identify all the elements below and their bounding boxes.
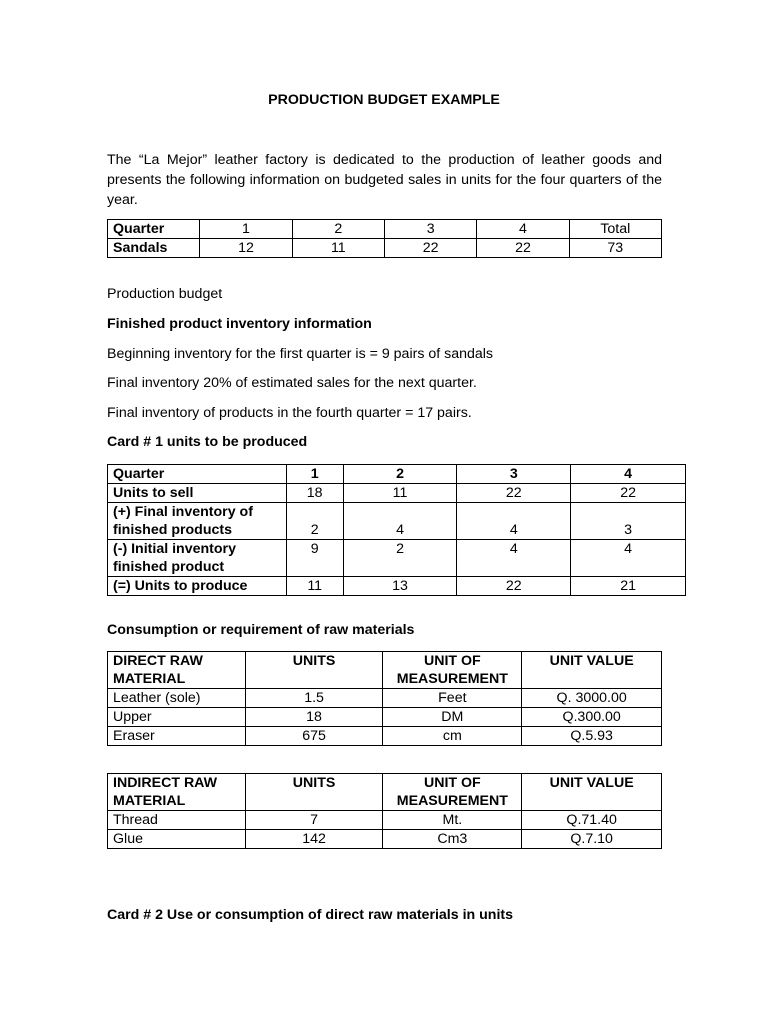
table-row (108, 811, 662, 830)
table-cell: 22 (384, 239, 476, 258)
table-row (108, 239, 662, 258)
raw-materials-heading: Consumption or requirement of raw materials (107, 622, 415, 638)
table-cell: 22 (457, 484, 571, 503)
table-cell: Leather (sole) (108, 689, 246, 708)
table-cell: 22 (571, 484, 686, 503)
page-title: PRODUCTION BUDGET EXAMPLE (268, 92, 500, 108)
table-cell: 11 (286, 577, 343, 596)
table-cell: 11 (292, 239, 384, 258)
table-cell: 2 (343, 465, 457, 484)
table-row (108, 689, 662, 708)
cell-line: MATERIAL (113, 671, 186, 687)
table-cell: 18 (286, 484, 343, 503)
table-cell: Glue (108, 830, 246, 849)
table-cell: 7 (245, 811, 383, 830)
table-cell: Feet (383, 689, 522, 708)
cell-line: (-) Initial inventory (113, 541, 236, 557)
table-cell: 4 (571, 540, 686, 577)
table-cell: Eraser (108, 727, 246, 746)
cell-line: finished products (113, 522, 233, 538)
cell-line: UNIT OF (423, 775, 481, 791)
table-cell: Total (569, 220, 661, 239)
table-row (108, 540, 686, 577)
table-row (108, 577, 686, 596)
table-cell: (=) Units to produce (108, 577, 287, 596)
table-cell: Q.71.40 (522, 811, 662, 830)
indirect-raw-material-table (107, 773, 662, 849)
table-cell: Quarter (108, 465, 287, 484)
table-row (108, 484, 686, 503)
table-cell: 21 (571, 577, 686, 596)
cell-line: UNIT OF (423, 653, 481, 669)
table-row (108, 220, 662, 239)
cell-line: DIRECT RAW (113, 653, 203, 669)
table-cell (383, 774, 522, 811)
table-cell: 73 (569, 239, 661, 258)
table-cell: Q.5.93 (522, 727, 662, 746)
table-cell: 18 (245, 708, 383, 727)
table-cell: Quarter (108, 220, 200, 239)
cell-line: MATERIAL (113, 793, 186, 809)
table-cell: 13 (343, 577, 457, 596)
table-cell: UNITS (245, 652, 383, 689)
table-cell (108, 652, 246, 689)
table-cell: 1.5 (245, 689, 383, 708)
cell-line: finished product (113, 559, 225, 575)
table-cell: 4 (457, 540, 571, 577)
table-cell: Units to sell (108, 484, 287, 503)
table-cell: Cm3 (383, 830, 522, 849)
table-cell: 1 (286, 465, 343, 484)
table-cell: 142 (245, 830, 383, 849)
table-row (108, 652, 662, 689)
final-inventory-q4-text: Final inventory of products in the fourth quarter = 17 pairs. (107, 405, 472, 421)
cell-line: INDIRECT RAW (113, 775, 218, 791)
table-cell: 9 (286, 540, 343, 577)
table-cell: 4 (477, 220, 569, 239)
sales-table (107, 219, 662, 258)
cell-line: (+) Final inventory of (113, 504, 253, 520)
table-cell: 2 (292, 220, 384, 239)
table-cell (108, 540, 287, 577)
table-cell (108, 503, 287, 540)
table-cell: 22 (477, 239, 569, 258)
card1-heading: Card # 1 units to be produced (107, 434, 308, 450)
table-cell: 4 (457, 503, 571, 540)
table-row (108, 503, 686, 540)
table-cell: 675 (245, 727, 383, 746)
table-cell: 1 (200, 220, 292, 239)
card1-table (107, 464, 686, 596)
table-cell: Sandals (108, 239, 200, 258)
table-cell: 2 (286, 503, 343, 540)
table-cell: Q.7.10 (522, 830, 662, 849)
table-row (108, 830, 662, 849)
table-cell (108, 774, 246, 811)
table-row (108, 774, 662, 811)
table-cell: 3 (571, 503, 686, 540)
table-cell: 4 (343, 503, 457, 540)
card2-heading: Card # 2 Use or consumption of direct raw materials in units (107, 907, 514, 923)
table-cell: 2 (343, 540, 457, 577)
table-cell: Thread (108, 811, 246, 830)
table-cell: UNITS (245, 774, 383, 811)
table-row (108, 727, 662, 746)
table-cell: UNIT VALUE (522, 652, 662, 689)
inventory-heading: Finished product inventory information (107, 316, 372, 332)
table-cell: DM (383, 708, 522, 727)
table-cell: UNIT VALUE (522, 774, 662, 811)
table-cell: 4 (571, 465, 686, 484)
table-cell: 3 (384, 220, 476, 239)
table-cell: 11 (343, 484, 457, 503)
table-cell: 12 (200, 239, 292, 258)
cell-line: MEASUREMENT (396, 793, 508, 809)
intro-paragraph: The “La Mejor” leather factory is dedicated to the production of leather goods and presents the following information on budgeted sales in units for the four quarters of the year. (107, 152, 662, 208)
table-row (108, 465, 686, 484)
cell-line: MEASUREMENT (396, 671, 508, 687)
table-cell: 22 (457, 577, 571, 596)
table-cell: Q. 3000.00 (522, 689, 662, 708)
table-cell: Upper (108, 708, 246, 727)
table-row (108, 708, 662, 727)
table-cell (383, 652, 522, 689)
beginning-inventory-text: Beginning inventory for the first quarter is = 9 pairs of sandals (107, 346, 494, 362)
table-cell: 3 (457, 465, 571, 484)
table-cell: Mt. (383, 811, 522, 830)
direct-raw-material-table (107, 651, 662, 746)
final-inventory-text: Final inventory 20% of estimated sales for the next quarter. (107, 375, 477, 391)
table-cell: Q.300.00 (522, 708, 662, 727)
table-cell: cm (383, 727, 522, 746)
production-budget-label: Production budget (107, 286, 223, 302)
